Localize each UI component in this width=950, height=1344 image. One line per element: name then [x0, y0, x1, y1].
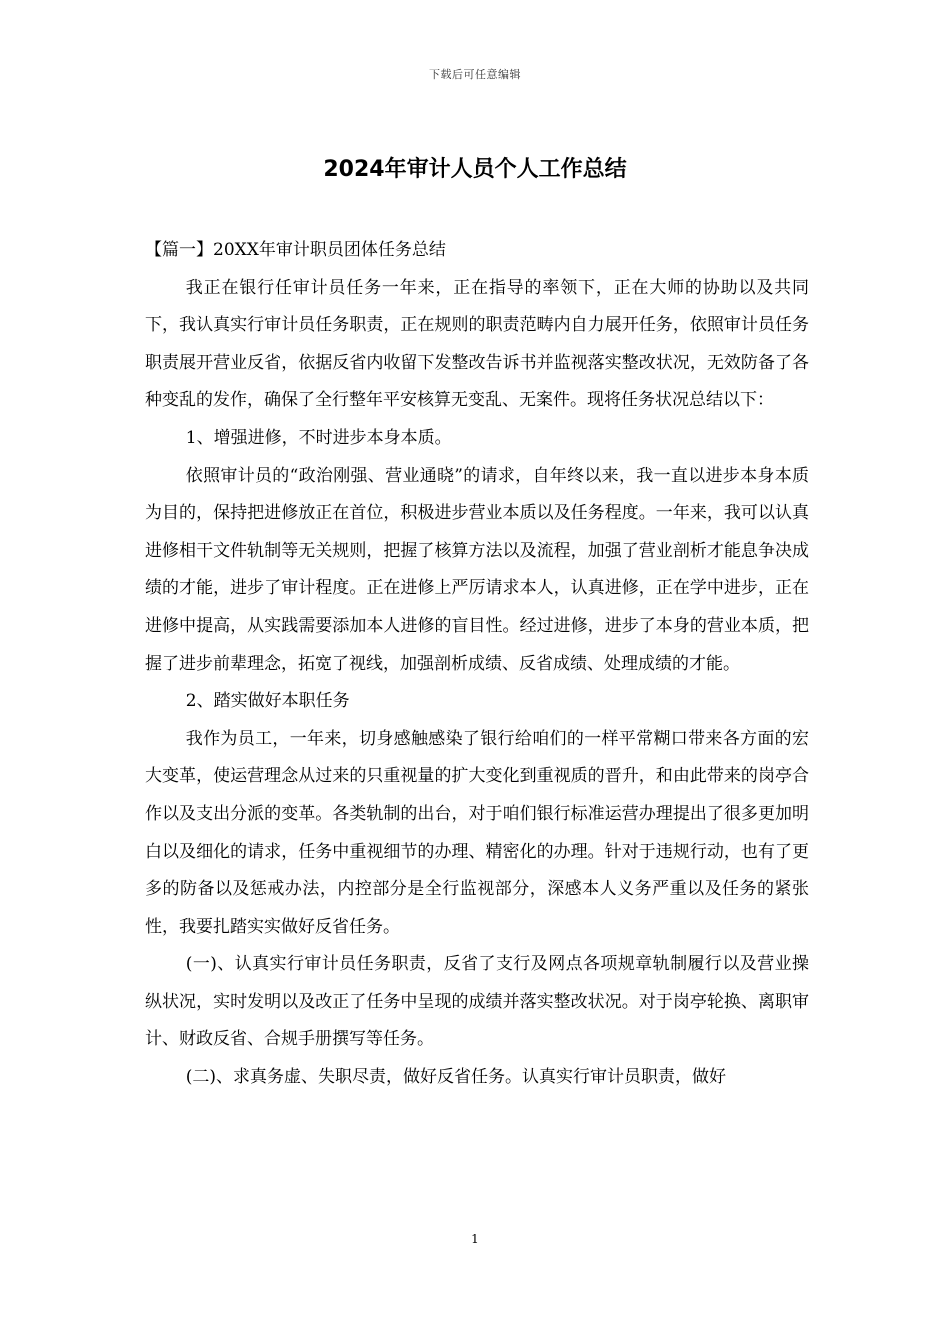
- subheading-study: 1、增强进修，不时进步本身本质。: [185, 427, 452, 448]
- paragraph-intro: 我正在银行任审计员任务一年来，正在指导的率领下，正在大师的协助以及共同下，我认真实行审计员任务职责，正在规则的职责范畴内自力展开任务，依照审计员任务职责展开营业反省，依据反省内收留下发整改告诉书并监视落实整改状况，无效防备了各种变乱的发作，确保了全行整年平安核算无变乱、无案件。现将任务状况总结以下：: [145, 277, 809, 411]
- page-header-note: 下载后可任意编辑: [429, 68, 521, 81]
- page-number: 1: [471, 1232, 479, 1246]
- paragraph-duties: 我作为员工，一年来，切身感触感染了银行给咱们的一样平常糊口带来各方面的宏大变革，使运营理念从过来的只重视量的扩大变化到重视质的晋升，和由此带来的岗亭合作以及支出分派的变革。各类轨制的出台，对于咱们银行标准运营办理提出了很多更加明白以及细化的请求，任务中重视细节的办理、精密化的办理。针对于违规行动，也有了更多的防备以及惩戒办法，内控部分是全行监视部分，深感本人义务严重以及任务的紧张性，我要扎踏实实做好反省任务。: [145, 728, 809, 937]
- document-title: 2024年审计人员个人工作总结: [323, 157, 627, 182]
- section-heading: 【篇一】20XX年审计职员团体任务总结: [145, 240, 446, 260]
- paragraph-item-2: (二)、求真务虚、失职尽责，做好反省任务。认真实行审计员职责，做好: [185, 1067, 727, 1088]
- document-body: [145, 232, 809, 1097]
- subheading-duties: 2、踏实做好本职任务: [185, 691, 350, 712]
- paragraph-item-1: (一)、认真实行审计员任务职责，反省了支行及网点各项规章轨制履行以及营业操纵状况，实时发明以及改正了任务中呈现的成绩并落实整改状况。对于岗亭轮换、离职审计、财政反省、合规手册撰写等任务。: [145, 954, 809, 1050]
- paragraph-study: 依照审计员的“政治刚强、营业通晓”的请求，自年终以来，我一直以进步本身本质为目的，保持把进修放正在首位，积极进步营业本质以及任务程度。一年来，我可以认真进修相干文件轨制等无关规则，把握了核算方法以及流程，加强了营业剖析才能息争决成绩的才能，进步了审计程度。正在进修上严厉请求本人，认真进修，正在学中进步，正在进修中提高，从实践需要添加本人进修的盲目性。经过进修，进步了本身的营业本质，把握了进步前辈理念，拓宽了视线，加强剖析成绩、反省成绩、处理成绩的才能。: [145, 465, 809, 674]
